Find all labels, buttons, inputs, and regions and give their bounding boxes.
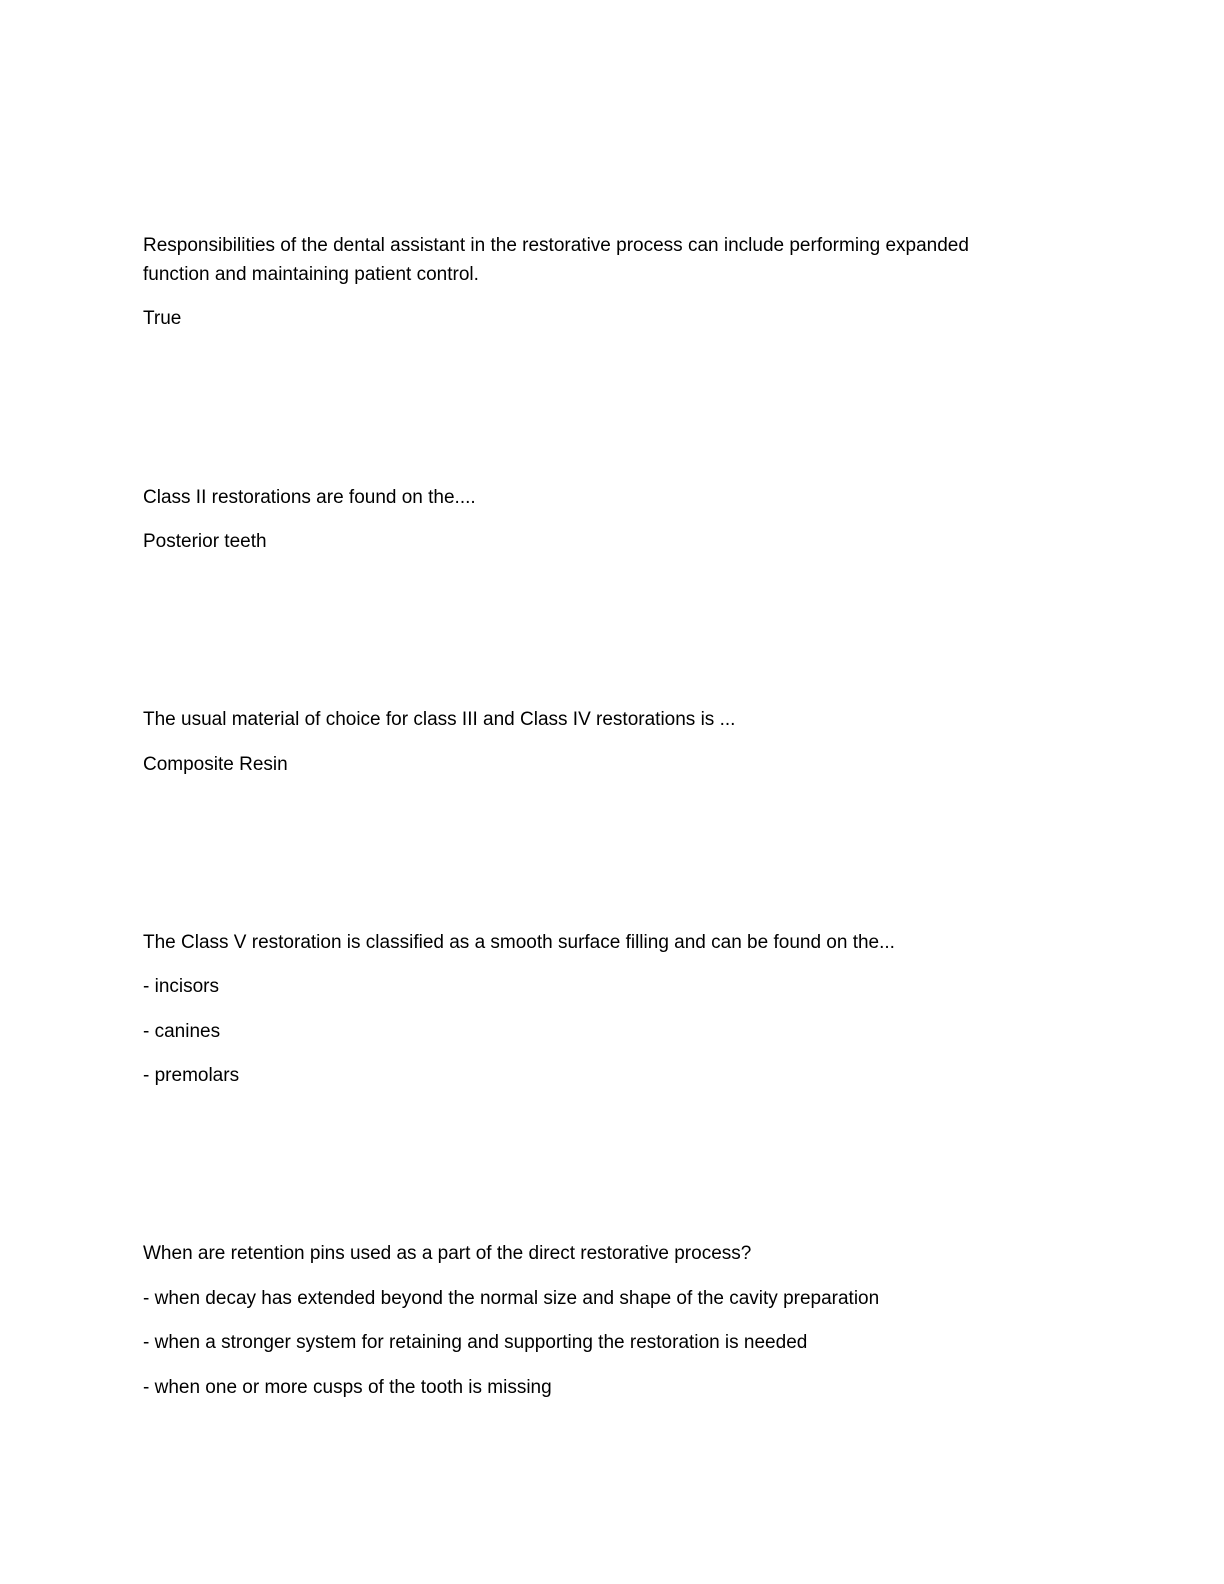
question-4-text: The Class V restoration is classified as a smooth surface filling and can be found on the... [143,932,895,953]
question-4-answer-1: - incisors [143,976,220,997]
question-2-text: Class II restorations are found on the.... [143,487,476,508]
question-4-answer-3: - premolars [143,1065,240,1086]
question-2-answer: Posterior teeth [143,531,267,552]
question-4-answer-2: - canines [143,1021,221,1042]
question-3-answer: Composite Resin [143,754,288,775]
question-5-text: When are retention pins used as a part of the direct restorative process? [143,1243,752,1264]
question-3-text: The usual material of choice for class III and Class IV restorations is ... [143,709,736,730]
question-5-answer-2: - when a stronger system for retaining and supporting the restoration is needed [143,1332,808,1353]
question-1-answer: True [143,308,182,329]
question-1-text-line-1: Responsibilities of the dental assistant in the restorative process can include performing expanded [143,235,969,256]
question-1-text-line-2: function and maintaining patient control. [143,264,479,285]
question-5-answer-3: - when one or more cusps of the tooth is missing [143,1377,552,1398]
question-5-answer-1: - when decay has extended beyond the normal size and shape of the cavity preparation [143,1288,880,1309]
